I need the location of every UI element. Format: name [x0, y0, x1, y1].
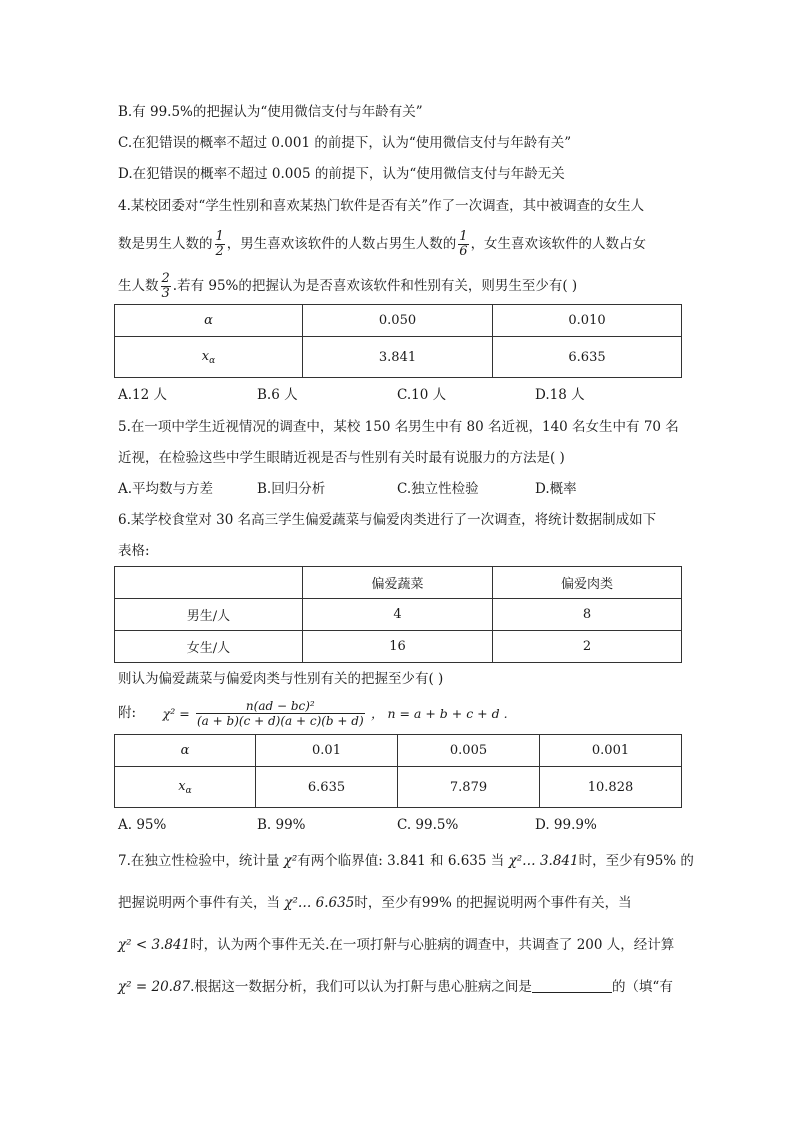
q6-option-c: C. 99.5% [397, 817, 459, 833]
x-alpha-header: $x_\alpha$ [115, 767, 256, 808]
q7-stem-line3 [118, 935, 674, 955]
table-row [115, 631, 682, 663]
chi-square-symbol: χ² [283, 853, 298, 869]
fraction-one-half: $\frac{1}{2}$ [215, 229, 224, 259]
fraction-two-thirds: $\frac{2}{3}$ [161, 271, 170, 301]
q7-text: 把握说明两个事件有关，当 [118, 895, 285, 911]
q4-stem-line1: 4.某校团委对“学生性别和喜欢某热门软件是否有关”作了一次调查，其中被调查的女生人 [118, 198, 645, 214]
q6-option-d: D. 99.9% [535, 817, 597, 833]
table-header: 偏爱肉类 [493, 567, 682, 599]
q7-text: 7.在独立性检验中，统计量 [118, 853, 284, 869]
q6-stem-line2: 表格: [118, 543, 150, 559]
q4-text: ，男生喜欢该软件的人数占男生人数的 [226, 236, 457, 252]
q7-text: 的（填“有 [611, 979, 673, 995]
q4-option-a: A.12 人 [118, 387, 168, 403]
table-cell: 8 [493, 599, 682, 631]
q6-formula-line [118, 696, 508, 731]
q5-stem-line2: 近视，在检验这些中学生眼睛近视是否与性别有关时最有说服力的方法是( ) [118, 450, 565, 466]
q5-option-c: C.独立性检验 [397, 481, 479, 497]
q4-text: ，女生喜欢该软件的人数占女 [470, 236, 647, 252]
q4-stem-line3 [118, 272, 577, 301]
q7-stem-line1 [118, 851, 694, 871]
answer-blank[interactable] [532, 978, 612, 993]
fraction-one-sixth: $\frac{1}{6}$ [459, 229, 468, 259]
appendix-label: 附: [118, 705, 137, 721]
q7-text: 时，认为两个事件无关.在一项打鼾与心脏病的调查中，共调查了 200 人，经计算 [190, 937, 675, 953]
q4-option-b: B.6 人 [257, 387, 298, 403]
alpha-header: α [115, 735, 256, 767]
table-header: 偏爱蔬菜 [303, 567, 493, 599]
q4-option-d: D.18 人 [535, 387, 585, 403]
table-row [115, 599, 682, 631]
q3-option-b: B.有 99.5%的把握认为“使用微信支付与年龄有关” [118, 104, 423, 120]
table-cell: 男生/人 [115, 599, 303, 631]
chi-square-lhs: χ² = [162, 705, 190, 721]
q4-critical-value-table [114, 304, 682, 378]
q7-stem-line4 [118, 977, 673, 997]
x-alpha-header: $x_\alpha$ [115, 337, 303, 378]
table-cell: 6.635 [493, 337, 682, 378]
q6-critical-value-table [114, 734, 682, 808]
table-cell: 0.001 [540, 735, 682, 767]
q3-option-d: D.在犯错误的概率不超过 0.005 的前提下，认为“使用微信支付与年龄无关 [118, 166, 565, 182]
table-cell: 3.841 [303, 337, 493, 378]
q4-stem-line2 [118, 230, 646, 259]
q7-text: 有两个临界值: 3.841 和 6.635 当 [297, 853, 509, 869]
table-cell: 0.005 [398, 735, 540, 767]
table-cell: 10.828 [540, 767, 682, 808]
table-cell: 0.050 [303, 305, 493, 337]
q4-option-c: C.10 人 [397, 387, 447, 403]
q5-options [118, 479, 698, 499]
alpha-header: α [115, 305, 303, 337]
q4-options [118, 385, 698, 405]
table-cell: 2 [493, 631, 682, 663]
q6-option-a: A. 95% [118, 817, 167, 833]
table-cell: 16 [303, 631, 493, 663]
q6-survey-table [114, 566, 682, 663]
n-definition: ， n = a + b + c + d . [370, 705, 508, 721]
q4-text: 生人数 [118, 278, 159, 294]
q5-option-a: A.平均数与方差 [118, 481, 214, 497]
table-header [115, 567, 303, 599]
chi-square-condition: χ²… 6.635 [284, 895, 355, 911]
q4-text: 数是男生人数的 [118, 236, 213, 252]
chi-square-condition: χ² < 3.841 [118, 937, 191, 953]
q7-text: 时，至少有95% 的 [578, 853, 694, 869]
q5-option-b: B.回归分析 [257, 481, 326, 497]
q7-stem-line2 [118, 893, 632, 913]
q6-options [118, 815, 698, 835]
q5-stem-line1: 5.在一项中学生近视情况的调查中，某校 150 名男生中有 80 名近视，140 名女生中有 70 名 [118, 419, 679, 435]
q4-text: .若有 95%的把握认为是否喜欢该软件和性别有关，则男生至少有( ) [172, 278, 578, 294]
table-cell: 4 [303, 599, 493, 631]
q7-text: .根据这一数据分析，我们可以认为打鼾与患心脏病之间是 [190, 979, 532, 995]
q7-text: 时，至少有99% 的把握说明两个事件有关，当 [354, 895, 632, 911]
chi-square-condition: χ²… 3.841 [508, 853, 579, 869]
table-cell: 0.010 [493, 305, 682, 337]
q6-question: 则认为偏爱蔬菜与偏爱肉类与性别有关的把握至少有( ) [118, 671, 444, 687]
q3-option-c: C.在犯错误的概率不超过 0.001 的前提下，认为“使用微信支付与年龄有关” [118, 135, 572, 151]
table-cell: 女生/人 [115, 631, 303, 663]
table-cell: 0.01 [256, 735, 398, 767]
q6-stem-line1: 6.某学校食堂对 30 名高三学生偏爱蔬菜与偏爱肉类进行了一次调查，将统计数据制成如下 [118, 512, 657, 528]
table-cell: 7.879 [398, 767, 540, 808]
q5-option-d: D.概率 [535, 481, 577, 497]
chi-square-value: χ² = 20.87 [118, 979, 191, 995]
table-cell: 6.635 [256, 767, 398, 808]
q6-option-b: B. 99% [257, 817, 306, 833]
chi-square-formula: $\frac{\text{n(ad − bc)²}}{(a + b)(c + d)(a + c)(b + d)}$ [197, 699, 364, 728]
